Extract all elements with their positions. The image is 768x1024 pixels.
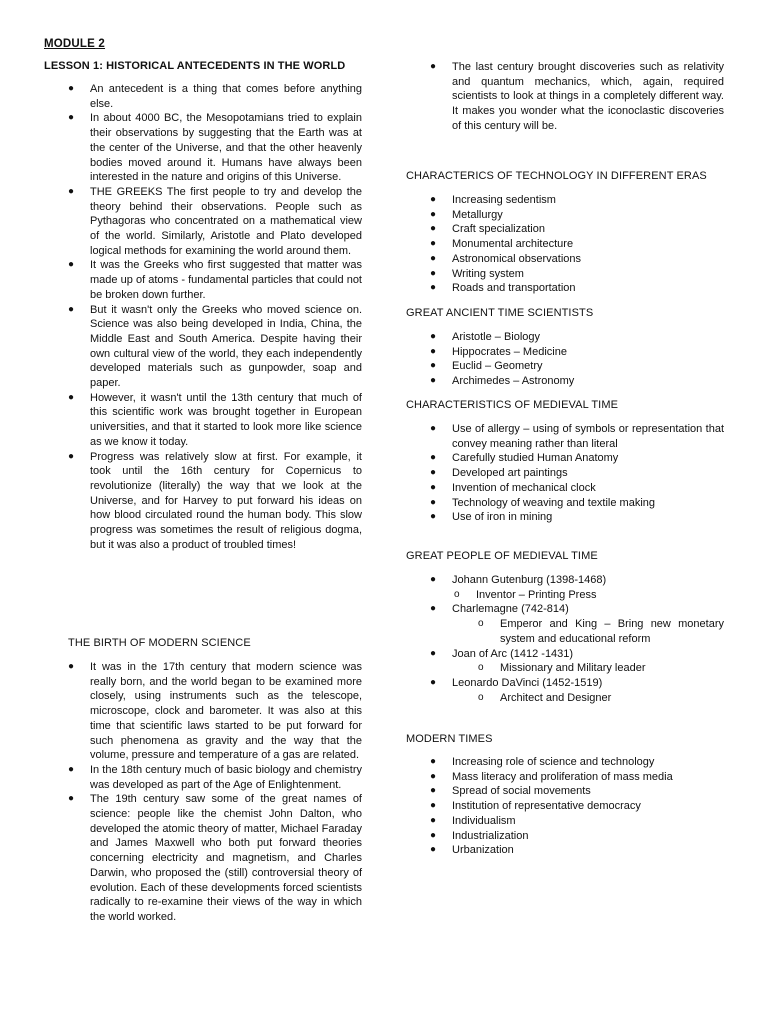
list-item: ● Technology of weaving and textile making: [430, 496, 656, 509]
list-sub-item: o Architect and Designer: [478, 691, 612, 704]
bullet-icon: ●: [430, 603, 437, 615]
bullet-icon: ●: [430, 785, 437, 797]
bullet-icon: ●: [68, 185, 75, 197]
bullet-icon: ●: [430, 252, 437, 264]
intro-list: [68, 82, 362, 553]
list-item: ● Archimedes – Astronomy: [430, 375, 575, 388]
bullet-icon: ●: [430, 467, 437, 479]
bullet-icon: ●: [68, 259, 75, 271]
list-item: ● Institution of representative democracy: [430, 800, 641, 813]
list-item: ● Aristotle – Biology: [430, 331, 541, 343]
bullet-icon: ●: [430, 375, 437, 387]
bullet-icon: ●: [430, 267, 437, 279]
list-item: ● Invention of mechanical clock: [430, 481, 596, 494]
list-item: ● Carefully studied Human Anatomy: [430, 452, 619, 465]
bullet-icon: ●: [68, 450, 75, 462]
section-heading: CHARACTERISTICS OF MEDIEVAL TIME: [406, 399, 619, 411]
medieval-people-list: [430, 573, 724, 705]
list-item: ● An antecedent is a thing that comes before anything else.: [68, 83, 362, 110]
list-item: ● Euclid – Geometry: [430, 360, 543, 373]
section-heading: CHARACTERICS OF TECHNOLOGY IN DIFFERENT ERAS: [406, 170, 707, 182]
section-heading: MODERN TIMES: [406, 733, 493, 745]
medieval-characteristics-list: [430, 422, 724, 525]
list-item: ● Increasing role of science and technology: [430, 756, 655, 768]
bullet-icon: ●: [430, 223, 437, 235]
list-item: ● Astronomical observations: [430, 252, 582, 265]
module-title: MODULE 2: [44, 38, 106, 50]
bullet-icon: ●: [430, 814, 437, 826]
list-item: ● Hippocrates – Medicine: [430, 345, 567, 358]
list-item: ● Monumental architecture: [430, 238, 574, 251]
bullet-icon: ●: [68, 303, 75, 315]
list-item: ● Johann Gutenburg (1398-1468): [430, 574, 607, 586]
list-item: ● Use of allergy – using of symbols or representation that convey meaning rather than literal: [430, 423, 724, 450]
sub-bullet-icon: o: [478, 662, 484, 674]
list-item: ● Use of iron in mining: [430, 511, 553, 524]
list-item: ● In about 4000 BC, the Mesopotamians tried to explain their observations by suggesting that the Earth was at the center of the Universe, and that the other heavenly bodies moved around it. Humans have always been interested in the nature and origins of this Universe.: [68, 112, 362, 184]
list-item: ● Leonardo DaVinci (1452-1519): [430, 676, 603, 689]
bullet-icon: ●: [430, 647, 437, 659]
tech-eras-list: [430, 193, 724, 296]
list-item: ● THE GREEKS The first people to try and develop the theory behind their observations. People such as Pythagoras who concentrated on a mathematical view of the world. Similarly, Aristotle and Plato developed logical methods for examining the world around them.: [68, 185, 362, 257]
list-item: ● Craft specialization: [430, 223, 545, 236]
bullet-icon: ●: [68, 661, 75, 672]
bullet-icon: ●: [430, 800, 437, 812]
bullet-icon: ●: [430, 208, 437, 220]
list-item: ● In the 18th century much of basic biology and chemistry was developed as part of the Age of Enlightenment.: [68, 763, 362, 791]
sub-bullet-icon: o: [454, 588, 460, 600]
bullet-icon: ●: [430, 194, 437, 205]
bullet-icon: ●: [430, 452, 437, 464]
list-item: ● But it wasn't only the Greeks who moved science on. Science was also being developed in India, China, the Middle East and South America. Despite having their own cultural view of the world, they each independently developed materials such as gunpowder, soap and paper.: [68, 303, 362, 390]
bullet-icon: ●: [430, 331, 437, 342]
list-item: ● Increasing sedentism: [430, 194, 556, 206]
bullet-icon: ●: [430, 574, 437, 585]
list-item: ● Joan of Arc (1412 -1431): [430, 647, 574, 660]
section-heading: THE BIRTH OF MODERN SCIENCE: [68, 637, 251, 649]
bullet-icon: ●: [430, 496, 437, 508]
modern-times-list: [430, 755, 724, 858]
bullet-icon: ●: [430, 511, 437, 523]
list-item: ● The last century brought discoveries such as relativity and quantum mechanics, which, again, required scientists to look at things in a completely different way. It makes you wonder what the iconoclastic discoveries of this century will be.: [430, 61, 724, 132]
list-item: ● Writing system: [430, 267, 524, 280]
bullet-icon: ●: [68, 391, 75, 403]
list-sub-item: o Emperor and King – Bring new monetary system and educational reform: [478, 618, 724, 645]
ancient-scientists-list: [430, 330, 724, 389]
list-item: ● Individualism: [430, 814, 516, 827]
list-sub-item: o Inventor – Printing Press: [454, 588, 597, 601]
sub-bullet-icon: o: [478, 618, 484, 630]
bullet-icon: ●: [430, 360, 437, 372]
section-heading: GREAT ANCIENT TIME SCIENTISTS: [406, 307, 594, 319]
list-sub-item: o Missionary and Military leader: [478, 662, 646, 675]
bullet-icon: ●: [430, 238, 437, 250]
bullet-icon: ●: [430, 61, 437, 72]
list-item: ● Spread of social movements: [430, 785, 591, 798]
last-century-list: [430, 60, 724, 134]
list-item: ● Developed art paintings: [430, 467, 568, 480]
bullet-icon: ●: [68, 763, 75, 775]
sub-bullet-icon: o: [478, 691, 484, 703]
bullet-icon: ●: [430, 282, 437, 294]
bullet-icon: ●: [430, 423, 437, 434]
lesson-title: LESSON 1: HISTORICAL ANTECEDENTS IN THE WORLD: [44, 60, 346, 72]
bullet-icon: ●: [430, 829, 437, 841]
list-item: ● It was in the 17th century that modern science was really born, and the world began to be examined more closely, using instruments such as the telescope, microscope, clock and barometer. It was also at this time that scientific laws started to be put forward for such phenomena as gravity and the way that the volume, pressure and temperature of a gas are related.: [68, 661, 362, 762]
list-item: ● Urbanization: [430, 844, 514, 857]
bullet-icon: ●: [430, 844, 437, 856]
bullet-icon: ●: [430, 756, 437, 767]
bullet-icon: ●: [68, 112, 75, 124]
bullet-icon: ●: [430, 770, 437, 782]
modern-science-list: [68, 660, 362, 925]
list-item: ● Progress was relatively slow at first. For example, it took until the 16th century for Copernicus to revolutionize (literally) the way that we look at the Universe, and for Harvey to put forward his ideas on how blood circulated round the human body. This slow progress was sometimes the result of religious dogma, but it was also a product of troubled times!: [68, 450, 362, 551]
list-item: ● However, it wasn't until the 13th century that much of this scientific work was brought together in European universities, and that it started to look more like science as we know it today.: [68, 391, 362, 448]
list-item: ● Charlemagne (742-814): [430, 603, 569, 616]
bullet-icon: ●: [430, 481, 437, 493]
bullet-icon: ●: [68, 793, 75, 805]
list-item: ● It was the Greeks who first suggested that matter was made up of atoms - fundamental particles that could not be broken down further.: [68, 259, 362, 301]
list-item: ● Industrialization: [430, 829, 529, 842]
bullet-icon: ●: [430, 676, 437, 688]
bullet-icon: ●: [430, 345, 437, 357]
bullet-icon: ●: [68, 83, 75, 94]
list-item: ● Roads and transportation: [430, 282, 576, 295]
list-item: ● Metallurgy: [430, 208, 503, 221]
list-item: ● The 19th century saw some of the great names of science: people like the chemist John Dalton, who developed the atomic theory of matter, Michael Faraday and James Maxwell who both put forward theories concerning electricity and magnetism, and Charles Darwin, who proposed the (still) controversial theory of evolution. Each of these developments forced scientists radically to re-examine their views of the way in which the world worked.: [68, 793, 362, 923]
section-heading: GREAT PEOPLE OF MEDIEVAL TIME: [406, 550, 598, 562]
list-item: ● Mass literacy and proliferation of mass media: [430, 770, 673, 783]
